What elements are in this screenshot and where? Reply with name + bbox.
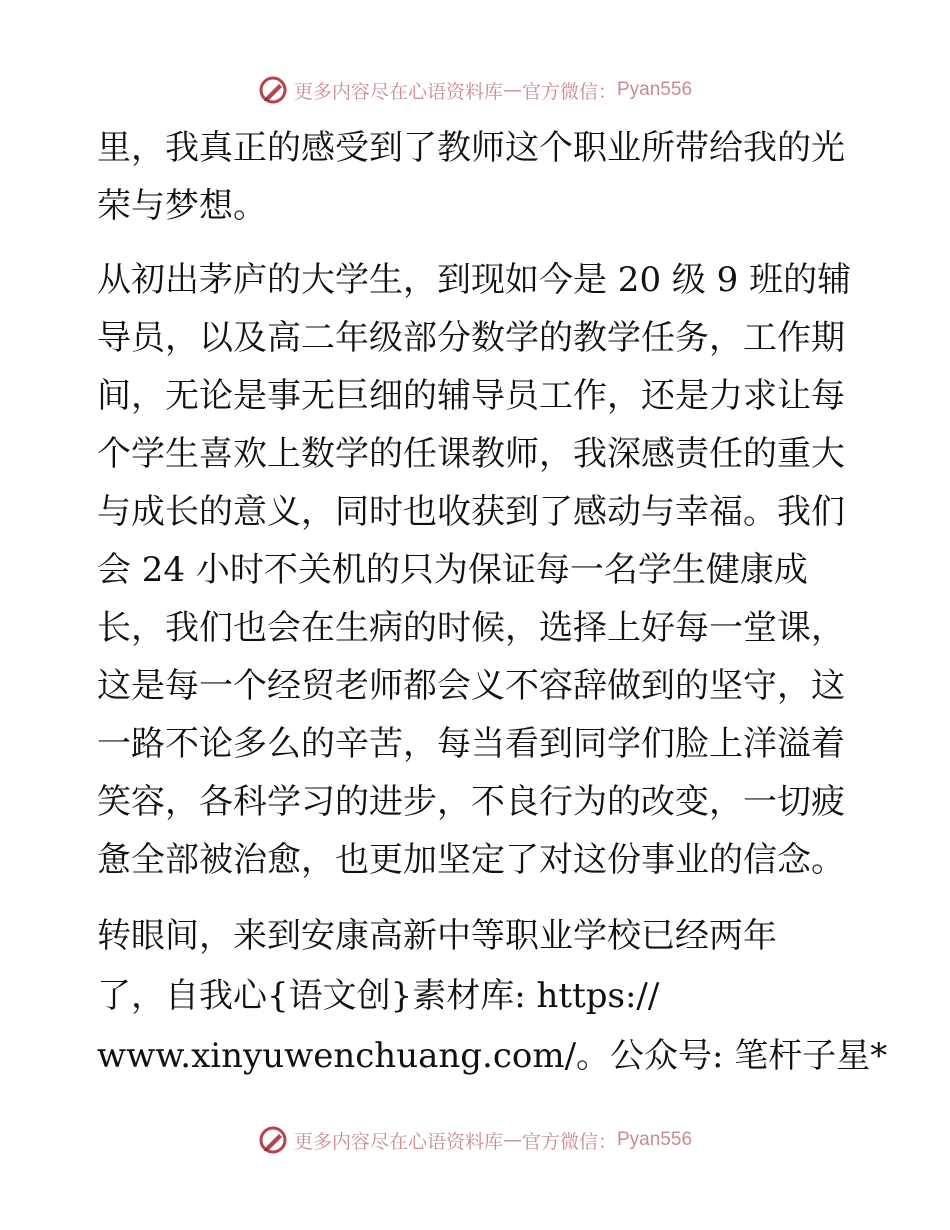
- text-line: 这是每一个经贸老师都会义不容辞做到的坚守，这: [97, 666, 845, 706]
- pen-logo-icon: [258, 1125, 288, 1155]
- text-line: 与成长的意义，同时也收获到了感动与幸福。我们: [97, 492, 845, 532]
- footer-watermark-banner: [0, 1122, 950, 1158]
- pen-logo-icon: [258, 75, 288, 105]
- text-line: 导员，以及高二年级部分数学的教学任务，工作期: [97, 318, 845, 358]
- banner-wechat-label: 官方微信：: [521, 80, 617, 103]
- text-line: 从初出茅庐的大学生，到现如今是 20 级 9 班的辅: [97, 260, 852, 300]
- text-line: 会 24 小时不关机的只为保证每一名学生健康成: [97, 550, 808, 590]
- text-line: 间，无论是事无巨细的辅导员工作，还是力求让每: [97, 376, 845, 416]
- text-line: 转眼间，来到安康高新中等职业学校已经两年: [97, 916, 777, 956]
- text-line: 个学生喜欢上数学的任课教师，我深感责任的重大: [97, 434, 845, 474]
- banner-wechat-id: Pyan556: [617, 79, 693, 100]
- text-line: 笑容，各科学习的进步，不良行为的改变，一切疲: [97, 782, 845, 822]
- banner-text: 更多内容尽在心语资料库: [293, 80, 503, 103]
- text-line: 长，我们也会在生病的时候，选择上好每一堂课，: [97, 608, 845, 648]
- text-line: www.xinyuwenchuang.com/。公众号: 笔杆子星*: [97, 1036, 888, 1076]
- text-line: 里，我真正的感受到了教师这个职业所带给我的光: [97, 128, 845, 168]
- text-line: 荣与梦想。: [97, 186, 267, 226]
- banner-wechat-id: Pyan556: [617, 1129, 693, 1150]
- banner-dash: —: [502, 1129, 522, 1151]
- banner-wechat-label: 官方微信：: [521, 1130, 617, 1153]
- text-line: 一路不论多么的辛苦，每当看到同学们脸上洋溢着: [97, 724, 845, 764]
- text-line: 惫全部被治愈，也更加坚定了对这份事业的信念。: [97, 840, 845, 880]
- text-line: 了，自我心{语文创}素材库: https://: [97, 976, 660, 1016]
- banner-dash: —: [502, 79, 522, 101]
- header-watermark-banner: [0, 72, 950, 108]
- banner-text: 更多内容尽在心语资料库: [293, 1130, 503, 1153]
